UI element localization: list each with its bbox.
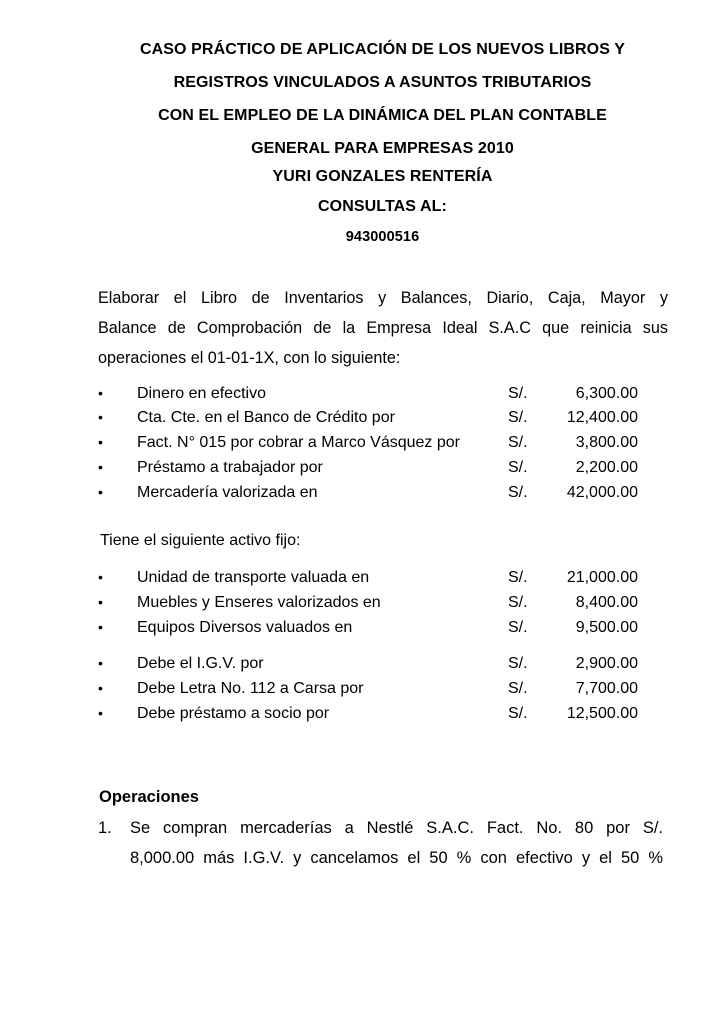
item-label: Cta. Cte. en el Banco de Crédito por bbox=[137, 409, 395, 426]
bullet-icon: • bbox=[98, 459, 103, 475]
title-line: CON EL EMPLEO DE LA DINÁMICA DEL PLAN CONTABLE bbox=[158, 107, 607, 124]
item-currency: S/. bbox=[508, 705, 528, 722]
title-line: CASO PRÁCTICO DE APLICACIÓN DE LOS NUEVOS LIBROS Y bbox=[139, 41, 626, 58]
item-currency: S/. bbox=[508, 619, 528, 636]
item-currency: S/. bbox=[508, 484, 528, 501]
item-currency: S/. bbox=[508, 655, 528, 672]
list-item bbox=[98, 705, 658, 729]
bullet-icon: • bbox=[98, 594, 103, 610]
bullet-icon: • bbox=[98, 569, 103, 585]
list-item bbox=[98, 569, 658, 593]
item-label: Fact. N° 015 por cobrar a Marco Vásquez por bbox=[137, 434, 460, 451]
operation-text bbox=[130, 813, 663, 873]
list-item bbox=[98, 680, 658, 704]
bullet-icon: • bbox=[98, 680, 103, 696]
paragraph-line: 8,000.00 más I.G.V. y cancelamos el 50 % con efectivo y el 50 % bbox=[130, 849, 663, 867]
item-amount: 12,500.00 bbox=[566, 705, 638, 722]
item-label: Préstamo a trabajador por bbox=[137, 459, 323, 476]
bullet-icon: • bbox=[98, 385, 103, 401]
paragraph-line: Se compran mercaderías a Nestlé S.A.C. Fact. No. 80 por S/. bbox=[130, 819, 663, 837]
bullet-icon: • bbox=[98, 619, 103, 635]
item-currency: S/. bbox=[508, 594, 528, 611]
intro-paragraph bbox=[98, 283, 668, 373]
list-item bbox=[98, 459, 658, 483]
bullet-icon: • bbox=[98, 434, 103, 450]
bullet-icon: • bbox=[98, 409, 103, 425]
title-line: REGISTROS VINCULADOS A ASUNTOS TRIBUTARIOS bbox=[173, 74, 592, 91]
paragraph-line: Elaborar el Libro de Inventarios y Balances, Diario, Caja, Mayor y bbox=[98, 289, 668, 307]
paragraph-line: Balance de Comprobación de la Empresa Ideal S.A.C que reinicia sus bbox=[98, 319, 668, 337]
list-item bbox=[98, 385, 658, 409]
list-item bbox=[98, 594, 658, 618]
bullet-icon: • bbox=[98, 655, 103, 671]
title-line: GENERAL PARA EMPRESAS 2010 bbox=[251, 140, 514, 157]
item-amount: 21,000.00 bbox=[566, 569, 638, 586]
author-name: YURI GONZALES RENTERÍA bbox=[272, 168, 493, 185]
operation-item bbox=[98, 813, 663, 873]
paragraph-line: operaciones el 01-01-1X, con lo siguiente: bbox=[98, 349, 401, 367]
item-currency: S/. bbox=[508, 680, 528, 697]
item-label: Unidad de transporte valuada en bbox=[137, 569, 370, 586]
list-item bbox=[98, 409, 658, 433]
bullet-icon: • bbox=[98, 484, 103, 500]
item-label: Debe préstamo a socio por bbox=[137, 705, 330, 722]
operation-number: 1. bbox=[98, 819, 112, 837]
list-item bbox=[98, 619, 658, 643]
item-amount: 9,500.00 bbox=[575, 619, 638, 636]
list-item bbox=[98, 484, 658, 508]
list-item bbox=[98, 434, 658, 458]
item-label: Debe Letra No. 112 a Carsa por bbox=[137, 680, 364, 697]
item-amount: 12,400.00 bbox=[566, 409, 638, 426]
item-amount: 2,200.00 bbox=[575, 459, 638, 476]
list-item bbox=[98, 655, 658, 679]
item-amount: 6,300.00 bbox=[575, 385, 638, 402]
item-currency: S/. bbox=[508, 569, 528, 586]
item-currency: S/. bbox=[508, 409, 528, 426]
item-amount: 3,800.00 bbox=[575, 434, 638, 451]
operations-heading: Operaciones bbox=[99, 788, 199, 806]
item-currency: S/. bbox=[508, 459, 528, 476]
fixed-assets-intro: Tiene el siguiente activo fijo: bbox=[100, 532, 301, 549]
item-currency: S/. bbox=[508, 434, 528, 451]
phone-number: 943000516 bbox=[345, 229, 420, 245]
item-amount: 42,000.00 bbox=[566, 484, 638, 501]
item-amount: 7,700.00 bbox=[575, 680, 638, 697]
item-amount: 2,900.00 bbox=[575, 655, 638, 672]
consultas-label: CONSULTAS AL: bbox=[318, 198, 447, 215]
item-label: Muebles y Enseres valorizados en bbox=[137, 594, 381, 611]
item-amount: 8,400.00 bbox=[575, 594, 638, 611]
item-label: Debe el I.G.V. por bbox=[137, 655, 264, 672]
bullet-icon: • bbox=[98, 705, 103, 721]
item-currency: S/. bbox=[508, 385, 528, 402]
item-label: Mercadería valorizada en bbox=[137, 484, 318, 501]
item-label: Dinero en efectivo bbox=[137, 385, 266, 402]
item-label: Equipos Diversos valuados en bbox=[137, 619, 353, 636]
